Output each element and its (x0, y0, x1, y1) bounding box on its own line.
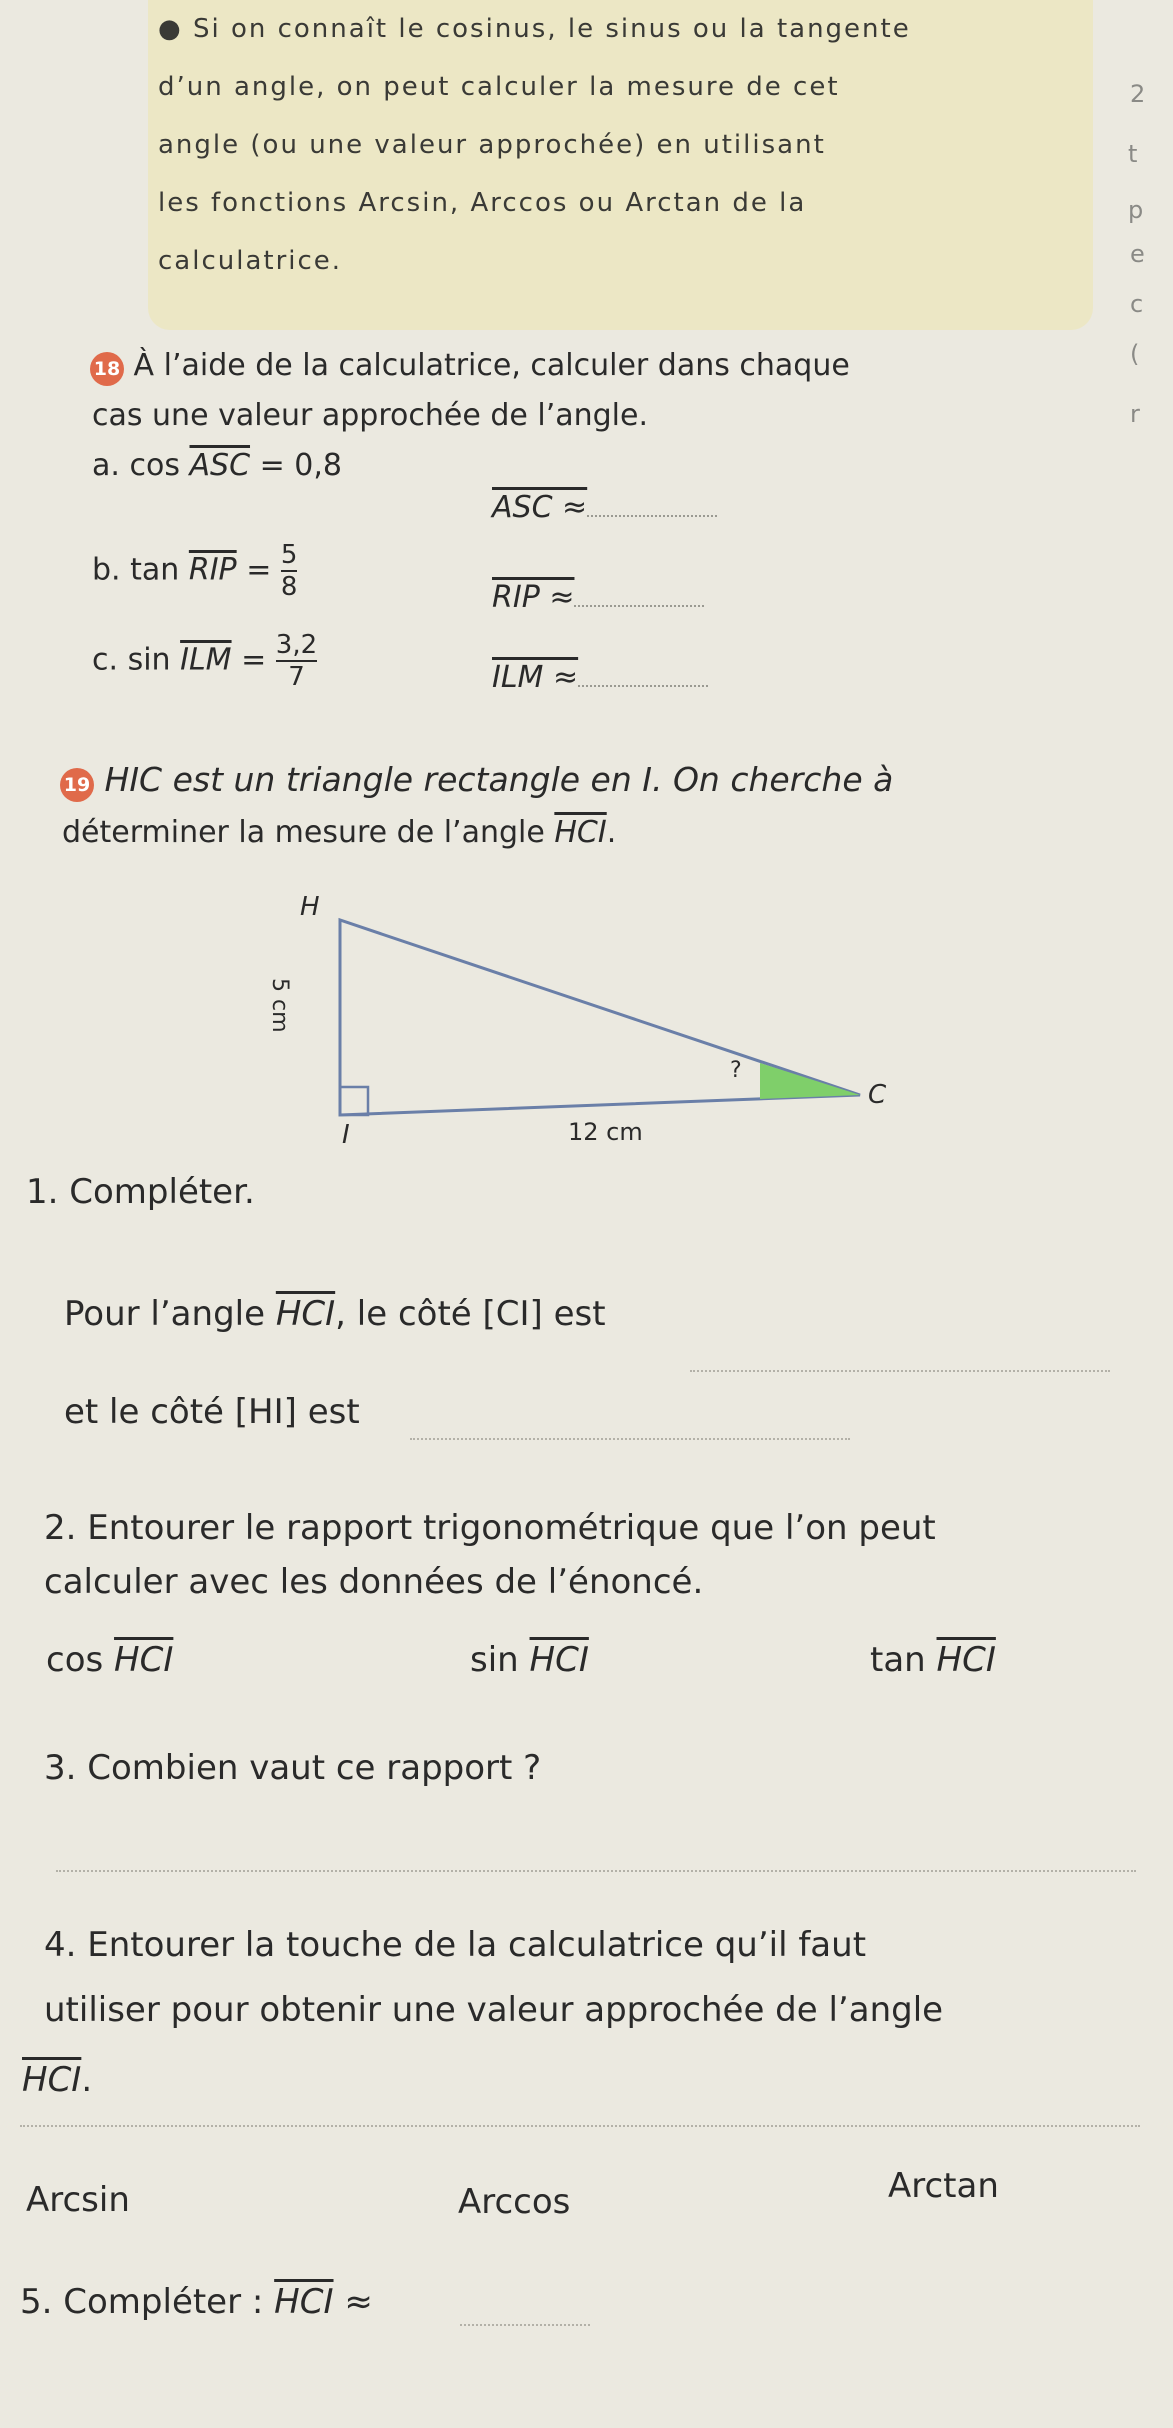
edge-glyph: p (1128, 196, 1144, 224)
q5-line: 5. Compléter : $\overline{HCI}$ ≈ (20, 2282, 373, 2322)
q5-answer-line[interactable] (460, 2324, 590, 2326)
q3-answer-line[interactable] (56, 1870, 1136, 1872)
q4-title-line-3: $\overline{HCI}$. (22, 2060, 93, 2100)
ex19-prompt-line-2: déterminer la mesure de l’angle $\overline{HCI}$. (62, 815, 617, 850)
vertex-h-label: H (300, 892, 320, 922)
q4-title-line-1: 4. Entourer la touche de la calculatrice qu’il faut (44, 1925, 867, 1965)
q3-title: 3. Combien vaut ce rapport ? (44, 1748, 542, 1788)
q4-title-line-2: utiliser pour obtenir une valeur approchée de l’angle (44, 1990, 944, 2030)
ex18-c-denominator: 7 (288, 662, 305, 692)
angle-hci-marker (760, 1063, 860, 1099)
edge-glyph: r (1130, 400, 1140, 428)
edge-glyph: ( (1130, 340, 1140, 368)
ex18-result-c[interactable]: ILM ≈ (492, 660, 708, 695)
q1-line-1: Pour l’angle $\overline{HCI}$, le côté [CI] est (64, 1294, 606, 1334)
info-line-2: d’un angle, on peut calculer la mesure de cet (158, 72, 840, 102)
side-ic-label: 12 cm (568, 1118, 643, 1146)
edge-glyph: e (1130, 240, 1145, 268)
q4-key-arctan[interactable]: Arctan (888, 2166, 999, 2206)
ex18-item-a: a. $\cos \overline{ASC} = 0,8$ (92, 448, 342, 483)
info-line-3: angle (ou une valeur approchée) en utilisant (158, 130, 826, 160)
ex18-prompt-line-2: cas une valeur approchée de l’angle. (92, 398, 649, 433)
vertex-c-label: C (868, 1080, 887, 1110)
right-angle-marker (340, 1087, 368, 1115)
ex18-result-a[interactable]: ASC ≈ (492, 490, 717, 525)
edge-glyph: c (1130, 290, 1144, 318)
ex19-number-badge: 19 (60, 768, 94, 802)
q1-line-2: et le côté [HI] est (64, 1392, 360, 1432)
q1-answer-line-1[interactable] (690, 1370, 1110, 1372)
q1-title: 1. Compléter. (26, 1172, 255, 1212)
side-hi-label: 5 cm (267, 978, 292, 1033)
ex18-b-numerator: 5 (280, 540, 298, 570)
ex19-prompt-line-1: 19 HIC est un triangle rectangle en I. On cherche à (60, 760, 893, 802)
q2-title-line-1: 2. Entourer le rapport trigonométrique que l’on peut (44, 1508, 936, 1548)
edge-glyph: 2 (1130, 80, 1146, 108)
q2-title-line-2: calculer avec les données de l’énoncé. (44, 1562, 704, 1602)
ex18-result-b[interactable]: RIP ≈ (492, 580, 704, 615)
info-line-1: ● Si on connaît le cosinus, le sinus ou la tangente (158, 14, 911, 44)
unknown-angle-label: ? (730, 1058, 742, 1083)
ex18-prompt-line-1: 18 À l’aide de la calculatrice, calculer dans chaque (90, 348, 850, 386)
q4-key-arcsin[interactable]: Arcsin (26, 2180, 130, 2220)
info-box-text (158, 0, 911, 290)
ex18-item-b: b. $\tan \overline{RIP}$ = $\frac{5}{8}$ (92, 540, 298, 602)
ex18-item-c: c. $\sin \overline{ILM}$ = $\frac{3,2}{7}$ (92, 630, 318, 692)
q4-divider (20, 2125, 1140, 2127)
q4-key-arccos[interactable]: Arccos (458, 2182, 571, 2222)
info-line-5: calculatrice. (158, 246, 343, 276)
ex18-c-numerator: 3,2 (275, 630, 318, 660)
vertex-i-label: I (342, 1120, 350, 1150)
ex18-number-badge: 18 (90, 352, 124, 386)
ex18-b-denominator: 8 (280, 572, 298, 602)
q1-answer-line-2[interactable] (410, 1438, 850, 1440)
edge-glyph: t (1128, 140, 1138, 168)
q2-option-tan[interactable]: $\tan \overline{HCI}$ (870, 1640, 996, 1680)
q2-option-cos[interactable]: $\cos \overline{HCI}$ (46, 1640, 174, 1680)
q2-option-sin[interactable]: $\sin \overline{HCI}$ (470, 1640, 589, 1680)
info-line-4: les fonctions Arcsin, Arccos ou Arctan de la (158, 188, 807, 218)
